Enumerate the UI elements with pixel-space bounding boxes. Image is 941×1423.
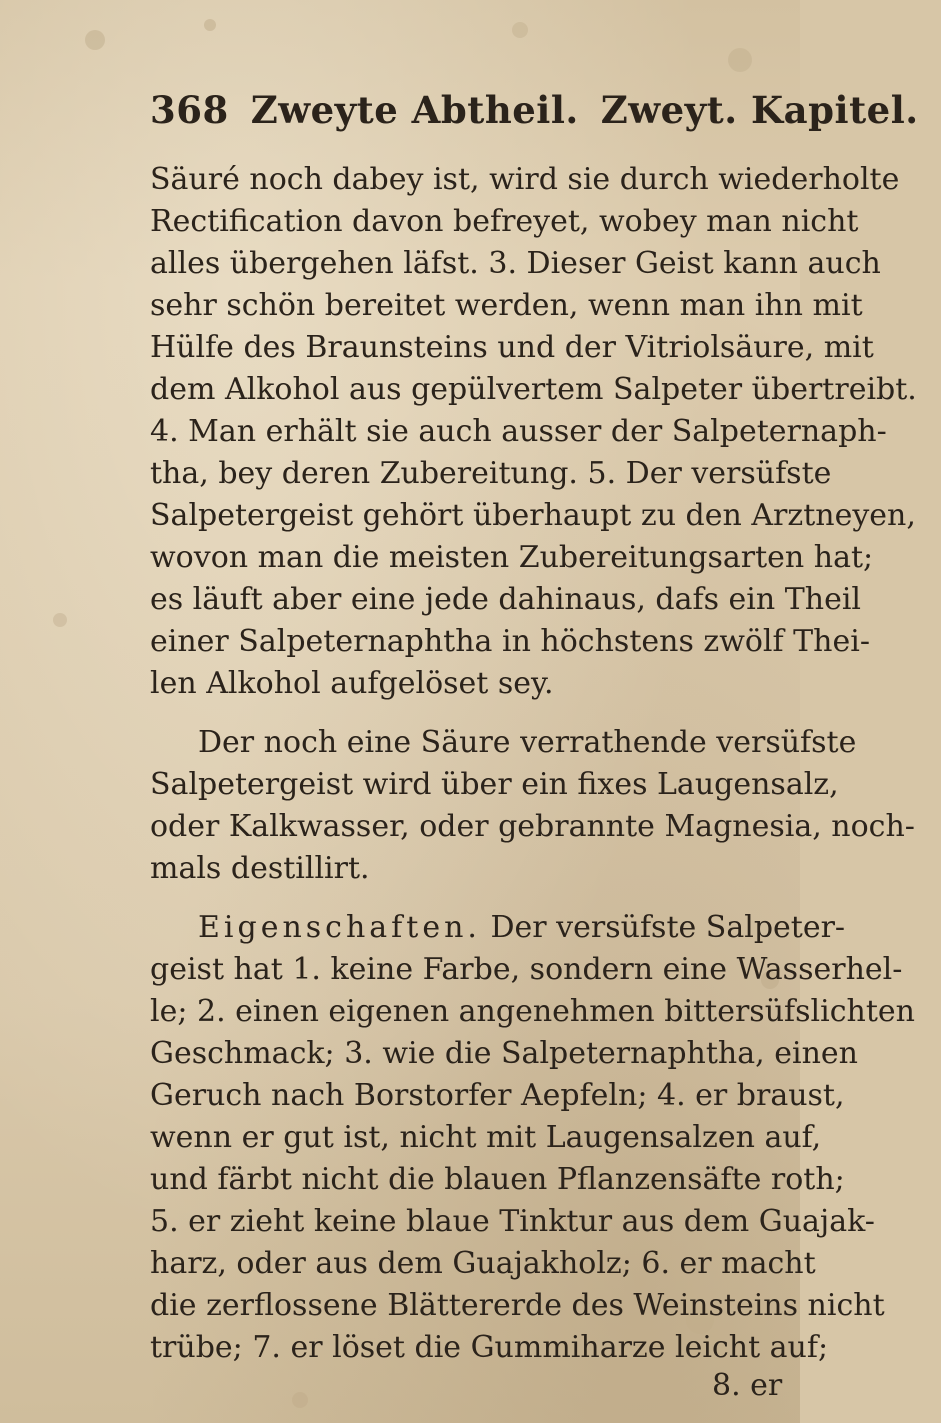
text-line: 4. Man erhält sie auch ausser der Salpeternaph- (150, 414, 887, 449)
text-line: alles übergehen läfst. 3. Dieser Geist kann auch (150, 246, 881, 281)
text-line: oder Kalkwasser, oder gebrannte Magnesia, noch- (150, 809, 915, 844)
catchword: 8. er (712, 1368, 783, 1403)
text-line: Geschmack; 3. wie die Salpeternaphtha, einen (150, 1036, 858, 1071)
text-line: mals destillirt. (150, 851, 370, 886)
text-line (198, 910, 846, 946)
text-line: Geruch nach Borstorfer Aepfeln; 4. er braust, (150, 1078, 845, 1113)
text-line: es läuft aber eine jede dahinaus, dafs ein Theil (150, 582, 862, 617)
text-line: harz, oder aus dem Guajakholz; 6. er macht (150, 1246, 816, 1281)
text-line: Hülfe des Braunsteins und der Vitriolsäure, mit (150, 330, 874, 365)
text-line: einer Salpeternaphtha in höchstens zwölf Thei- (150, 624, 870, 659)
text-line: Rectification davon befreyet, wobey man nicht (150, 204, 859, 239)
text-line: tha, bey deren Zubereitung. 5. Der versüfste (150, 456, 832, 491)
text-line: Salpetergeist gehört überhaupt zu den Arztneyen, (150, 498, 916, 533)
text-line: Säuré noch dabey ist, wird sie durch wiederholte (150, 162, 900, 197)
text-line: sehr schön bereitet werden, wenn man ihn mit (150, 288, 863, 323)
text-line: Der noch eine Säure verrathende versüfste (198, 725, 857, 760)
text-span: Der versüfste Salpeter- (490, 910, 846, 945)
page-number: 368 (150, 88, 229, 132)
section-heading-eigenschaften: Eigenschaften. (198, 910, 481, 945)
chapter-title: Zweyt. Kapitel. (600, 88, 919, 132)
text-line: le; 2. einen eigenen angenehmen bittersüfslichten (150, 994, 915, 1029)
text-line: len Alkohol aufgelöset sey. (150, 666, 554, 701)
text-line: 5. er zieht keine blaue Tinktur aus dem Guajak- (150, 1204, 875, 1239)
text-line: wenn er gut ist, nicht mit Laugensalzen auf, (150, 1120, 822, 1155)
text-line: geist hat 1. keine Farbe, sondern eine Wasserhel- (150, 952, 903, 987)
text-line: und färbt nicht die blauen Pflanzensäfte roth; (150, 1162, 845, 1197)
section-title: Zweyte Abtheil. (250, 88, 579, 132)
text-line: wovon man die meisten Zubereitungsarten hat; (150, 540, 874, 575)
text-line: trübe; 7. er löset die Gummiharze leicht auf; (150, 1330, 829, 1365)
text-line: Salpetergeist wird über ein fixes Laugensalz, (150, 767, 839, 802)
text-line: dem Alkohol aus gepülvertem Salpeter übertreibt. (150, 372, 917, 407)
text-line: die zerflossene Blättererde des Weinsteins nicht (150, 1288, 885, 1323)
running-header (150, 88, 919, 132)
